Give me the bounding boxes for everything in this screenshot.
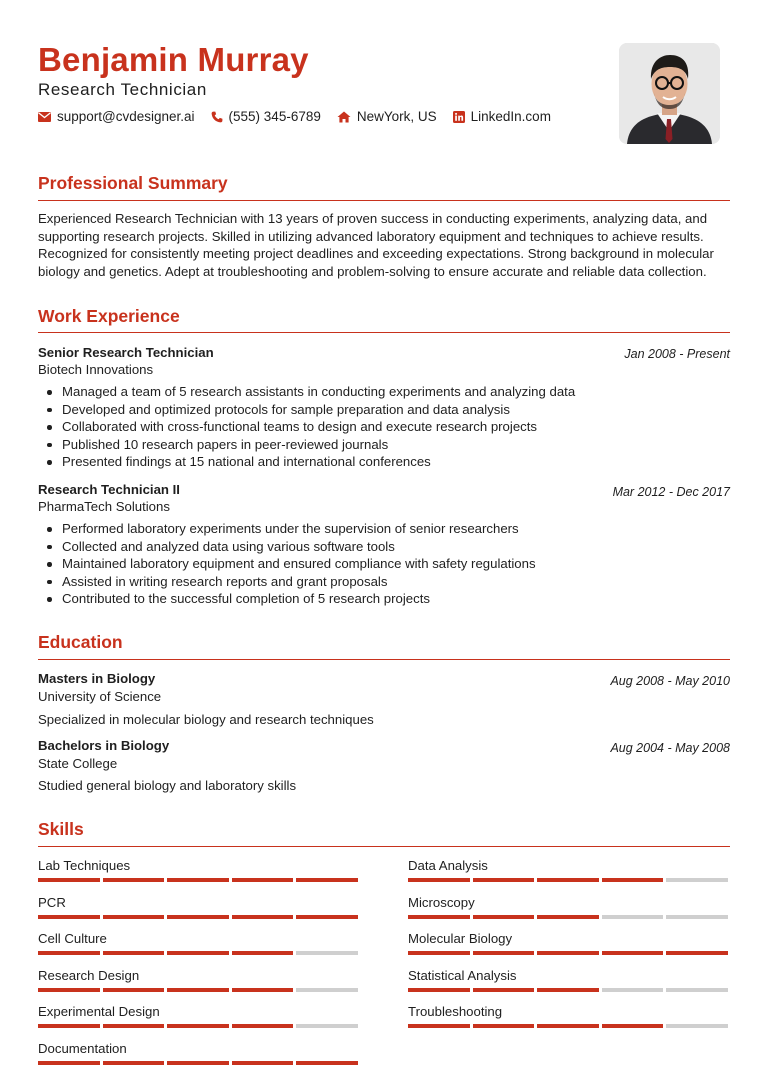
- summary-divider: [38, 200, 730, 201]
- contact-location-text: NewYork, US: [356, 109, 437, 124]
- skill-level-bar: [408, 1024, 728, 1028]
- bullet-item: Assisted in writing research reports and grant proposals: [38, 573, 730, 591]
- skill-level-segment-filled: [537, 878, 599, 882]
- skill-level-segment-filled: [232, 878, 294, 882]
- home-icon: [337, 111, 351, 123]
- skill-level-segment-empty: [296, 1024, 358, 1028]
- skill-level-segment-filled: [602, 1024, 664, 1028]
- skill-level-segment-filled: [232, 915, 294, 919]
- skill-level-segment-empty: [666, 878, 728, 882]
- skill-level-segment-filled: [473, 1024, 535, 1028]
- degree-description: Specialized in molecular biology and research techniques: [38, 712, 374, 727]
- skill-level-segment-filled: [103, 1061, 165, 1065]
- skill-level-segment-filled: [537, 951, 599, 955]
- skill-level-segment-empty: [602, 988, 664, 992]
- skill-item: [408, 894, 728, 919]
- skill-item: [38, 1040, 358, 1065]
- skill-item: [38, 930, 358, 955]
- skill-item: [408, 857, 728, 882]
- skill-name: Molecular Biology: [408, 931, 513, 946]
- bullet-item: Managed a team of 5 research assistants in conducting experiments and analyzing data: [38, 383, 730, 401]
- school-name: University of Science: [38, 689, 162, 704]
- skill-level-segment-filled: [408, 1024, 470, 1028]
- skill-level-segment-filled: [167, 1061, 229, 1065]
- bullet-item: Collected and analyzed data using various software tools: [38, 538, 730, 556]
- skill-level-segment-filled: [473, 951, 535, 955]
- skill-level-segment-filled: [232, 988, 294, 992]
- skill-name: Lab Techniques: [38, 858, 131, 873]
- job-title: Senior Research Technician: [38, 345, 214, 360]
- job-company: PharmaTech Solutions: [38, 499, 170, 514]
- skill-level-segment-filled: [408, 951, 470, 955]
- skill-level-bar: [408, 915, 728, 919]
- linkedin-icon: [453, 111, 465, 123]
- skill-level-segment-filled: [408, 878, 470, 882]
- skill-item: [38, 967, 358, 992]
- skill-level-segment-filled: [103, 878, 165, 882]
- job-company: Biotech Innovations: [38, 362, 154, 377]
- skill-level-segment-filled: [38, 951, 100, 955]
- skill-item: [408, 1003, 728, 1028]
- bullet-item: Contributed to the successful completion of 5 research projects: [38, 590, 730, 608]
- skill-name: Statistical Analysis: [408, 967, 517, 983]
- contact-email[interactable]: [38, 108, 195, 126]
- skill-level-segment-filled: [473, 915, 535, 919]
- skill-level-segment-filled: [602, 878, 664, 882]
- skill-level-bar: [38, 1024, 358, 1028]
- skills-heading: Skills: [38, 819, 84, 839]
- job-bullets: [38, 383, 730, 471]
- job-dates: Jan 2008 - Present: [624, 347, 730, 361]
- skill-level-segment-filled: [167, 915, 229, 919]
- skill-level-segment-filled: [38, 915, 100, 919]
- skill-item: [38, 1003, 358, 1028]
- skill-level-segment-empty: [666, 1024, 728, 1028]
- skill-level-segment-filled: [602, 951, 664, 955]
- contact-linkedin-text: LinkedIn.com: [470, 109, 551, 124]
- skill-level-segment-filled: [296, 915, 358, 919]
- skill-name: Cell Culture: [38, 931, 107, 946]
- skill-level-bar: [38, 915, 358, 919]
- skill-item: [38, 857, 358, 882]
- skill-level-segment-filled: [296, 878, 358, 882]
- job-bullets: [38, 520, 730, 608]
- skill-level-segment-filled: [167, 988, 229, 992]
- job-title: Research Technician II: [38, 482, 180, 497]
- skill-level-segment-filled: [408, 988, 470, 992]
- summary-text: Experienced Research Technician with 13 years of proven success in conducting experiments, analyzing data, and supporting research projects. Skilled in utilizing advanced laboratory equipment and techniques to achieve results. Recognized for consistently meeting project deadlines and exceeding expectations. Strong background in molecular biology and genetics. Adept at troubleshooting and problem-solving to ensure accurate and reliable data collection.: [38, 211, 714, 279]
- skill-level-segment-filled: [38, 878, 100, 882]
- contact-linkedin[interactable]: [453, 108, 551, 126]
- skill-level-segment-filled: [167, 878, 229, 882]
- skill-name: Microscopy: [408, 894, 475, 910]
- bullet-item: Published 10 research papers in peer-reviewed journals: [38, 436, 730, 454]
- skill-level-segment-filled: [232, 951, 294, 955]
- job-dates: Mar 2012 - Dec 2017: [612, 485, 730, 499]
- degree-title: Masters in Biology: [38, 671, 156, 686]
- skill-level-segment-filled: [38, 1061, 100, 1065]
- bullet-item: Maintained laboratory equipment and ensured compliance with safety regulations: [38, 555, 730, 573]
- skill-level-segment-filled: [537, 915, 599, 919]
- degree-dates: Aug 2008 - May 2010: [610, 674, 730, 688]
- skill-name: Experimental Design: [38, 1004, 160, 1019]
- skill-level-bar: [38, 951, 358, 955]
- degree-dates: Aug 2004 - May 2008: [610, 741, 730, 755]
- contact-email-text: support@cvdesigner.ai: [57, 109, 195, 124]
- profile-photo: [619, 43, 720, 144]
- bullet-item: Collaborated with cross-functional teams to design and execute research projects: [38, 418, 730, 436]
- skill-level-segment-empty: [666, 988, 728, 992]
- skill-level-segment-filled: [103, 1024, 165, 1028]
- contact-phone[interactable]: [211, 108, 321, 126]
- skill-level-segment-filled: [103, 951, 165, 955]
- candidate-role: Research Technician: [38, 80, 207, 99]
- bullet-item: Performed laboratory experiments under the supervision of senior researchers: [38, 520, 730, 538]
- experience-divider: [38, 332, 730, 333]
- skill-level-segment-filled: [296, 1061, 358, 1065]
- skill-level-segment-filled: [408, 915, 470, 919]
- skill-name: Research Design: [38, 967, 140, 983]
- skill-level-segment-filled: [167, 951, 229, 955]
- skill-level-segment-filled: [537, 988, 599, 992]
- skill-level-segment-empty: [296, 988, 358, 992]
- skill-level-segment-filled: [232, 1024, 294, 1028]
- contact-phone-text: (555) 345-6789: [228, 109, 321, 124]
- skill-level-segment-filled: [38, 988, 100, 992]
- skill-level-bar: [38, 1061, 358, 1065]
- summary-heading: Professional Summary: [38, 173, 228, 193]
- contact-bar: [38, 108, 567, 126]
- skill-level-segment-filled: [103, 988, 165, 992]
- skill-level-bar: [408, 988, 728, 992]
- skill-level-segment-empty: [666, 915, 728, 919]
- contact-location: [337, 108, 437, 126]
- skill-level-segment-filled: [232, 1061, 294, 1065]
- skills-divider: [38, 846, 730, 847]
- skill-level-bar: [408, 951, 728, 955]
- skill-level-segment-filled: [167, 1024, 229, 1028]
- degree-description: Studied general biology and laboratory skills: [38, 778, 297, 793]
- skill-level-segment-filled: [473, 878, 535, 882]
- skill-level-segment-empty: [296, 951, 358, 955]
- education-heading: Education: [38, 632, 123, 652]
- bullet-item: Developed and optimized protocols for sample preparation and data analysis: [38, 401, 730, 419]
- experience-heading: Work Experience: [38, 306, 180, 326]
- skill-item: [408, 930, 728, 955]
- envelope-icon: [38, 112, 51, 122]
- skill-item: [38, 894, 358, 919]
- skill-name: PCR: [38, 894, 66, 910]
- bullet-item: Presented findings at 15 national and international conferences: [38, 453, 730, 471]
- skill-level-segment-filled: [473, 988, 535, 992]
- skill-level-segment-filled: [38, 1024, 100, 1028]
- skill-level-segment-filled: [103, 915, 165, 919]
- skill-name: Documentation: [38, 1040, 127, 1056]
- skill-level-segment-filled: [666, 951, 728, 955]
- skill-level-bar: [38, 878, 358, 882]
- skill-level-segment-filled: [537, 1024, 599, 1028]
- degree-title: Bachelors in Biology: [38, 738, 170, 753]
- skill-name: Data Analysis: [408, 858, 488, 873]
- school-name: State College: [38, 756, 118, 771]
- skill-name: Troubleshooting: [408, 1004, 503, 1019]
- skill-item: [408, 967, 728, 992]
- skill-level-bar: [408, 878, 728, 882]
- skill-level-segment-empty: [602, 915, 664, 919]
- education-divider: [38, 659, 730, 660]
- skill-level-bar: [38, 988, 358, 992]
- phone-icon: [211, 111, 223, 123]
- candidate-name: Benjamin Murray: [38, 41, 309, 78]
